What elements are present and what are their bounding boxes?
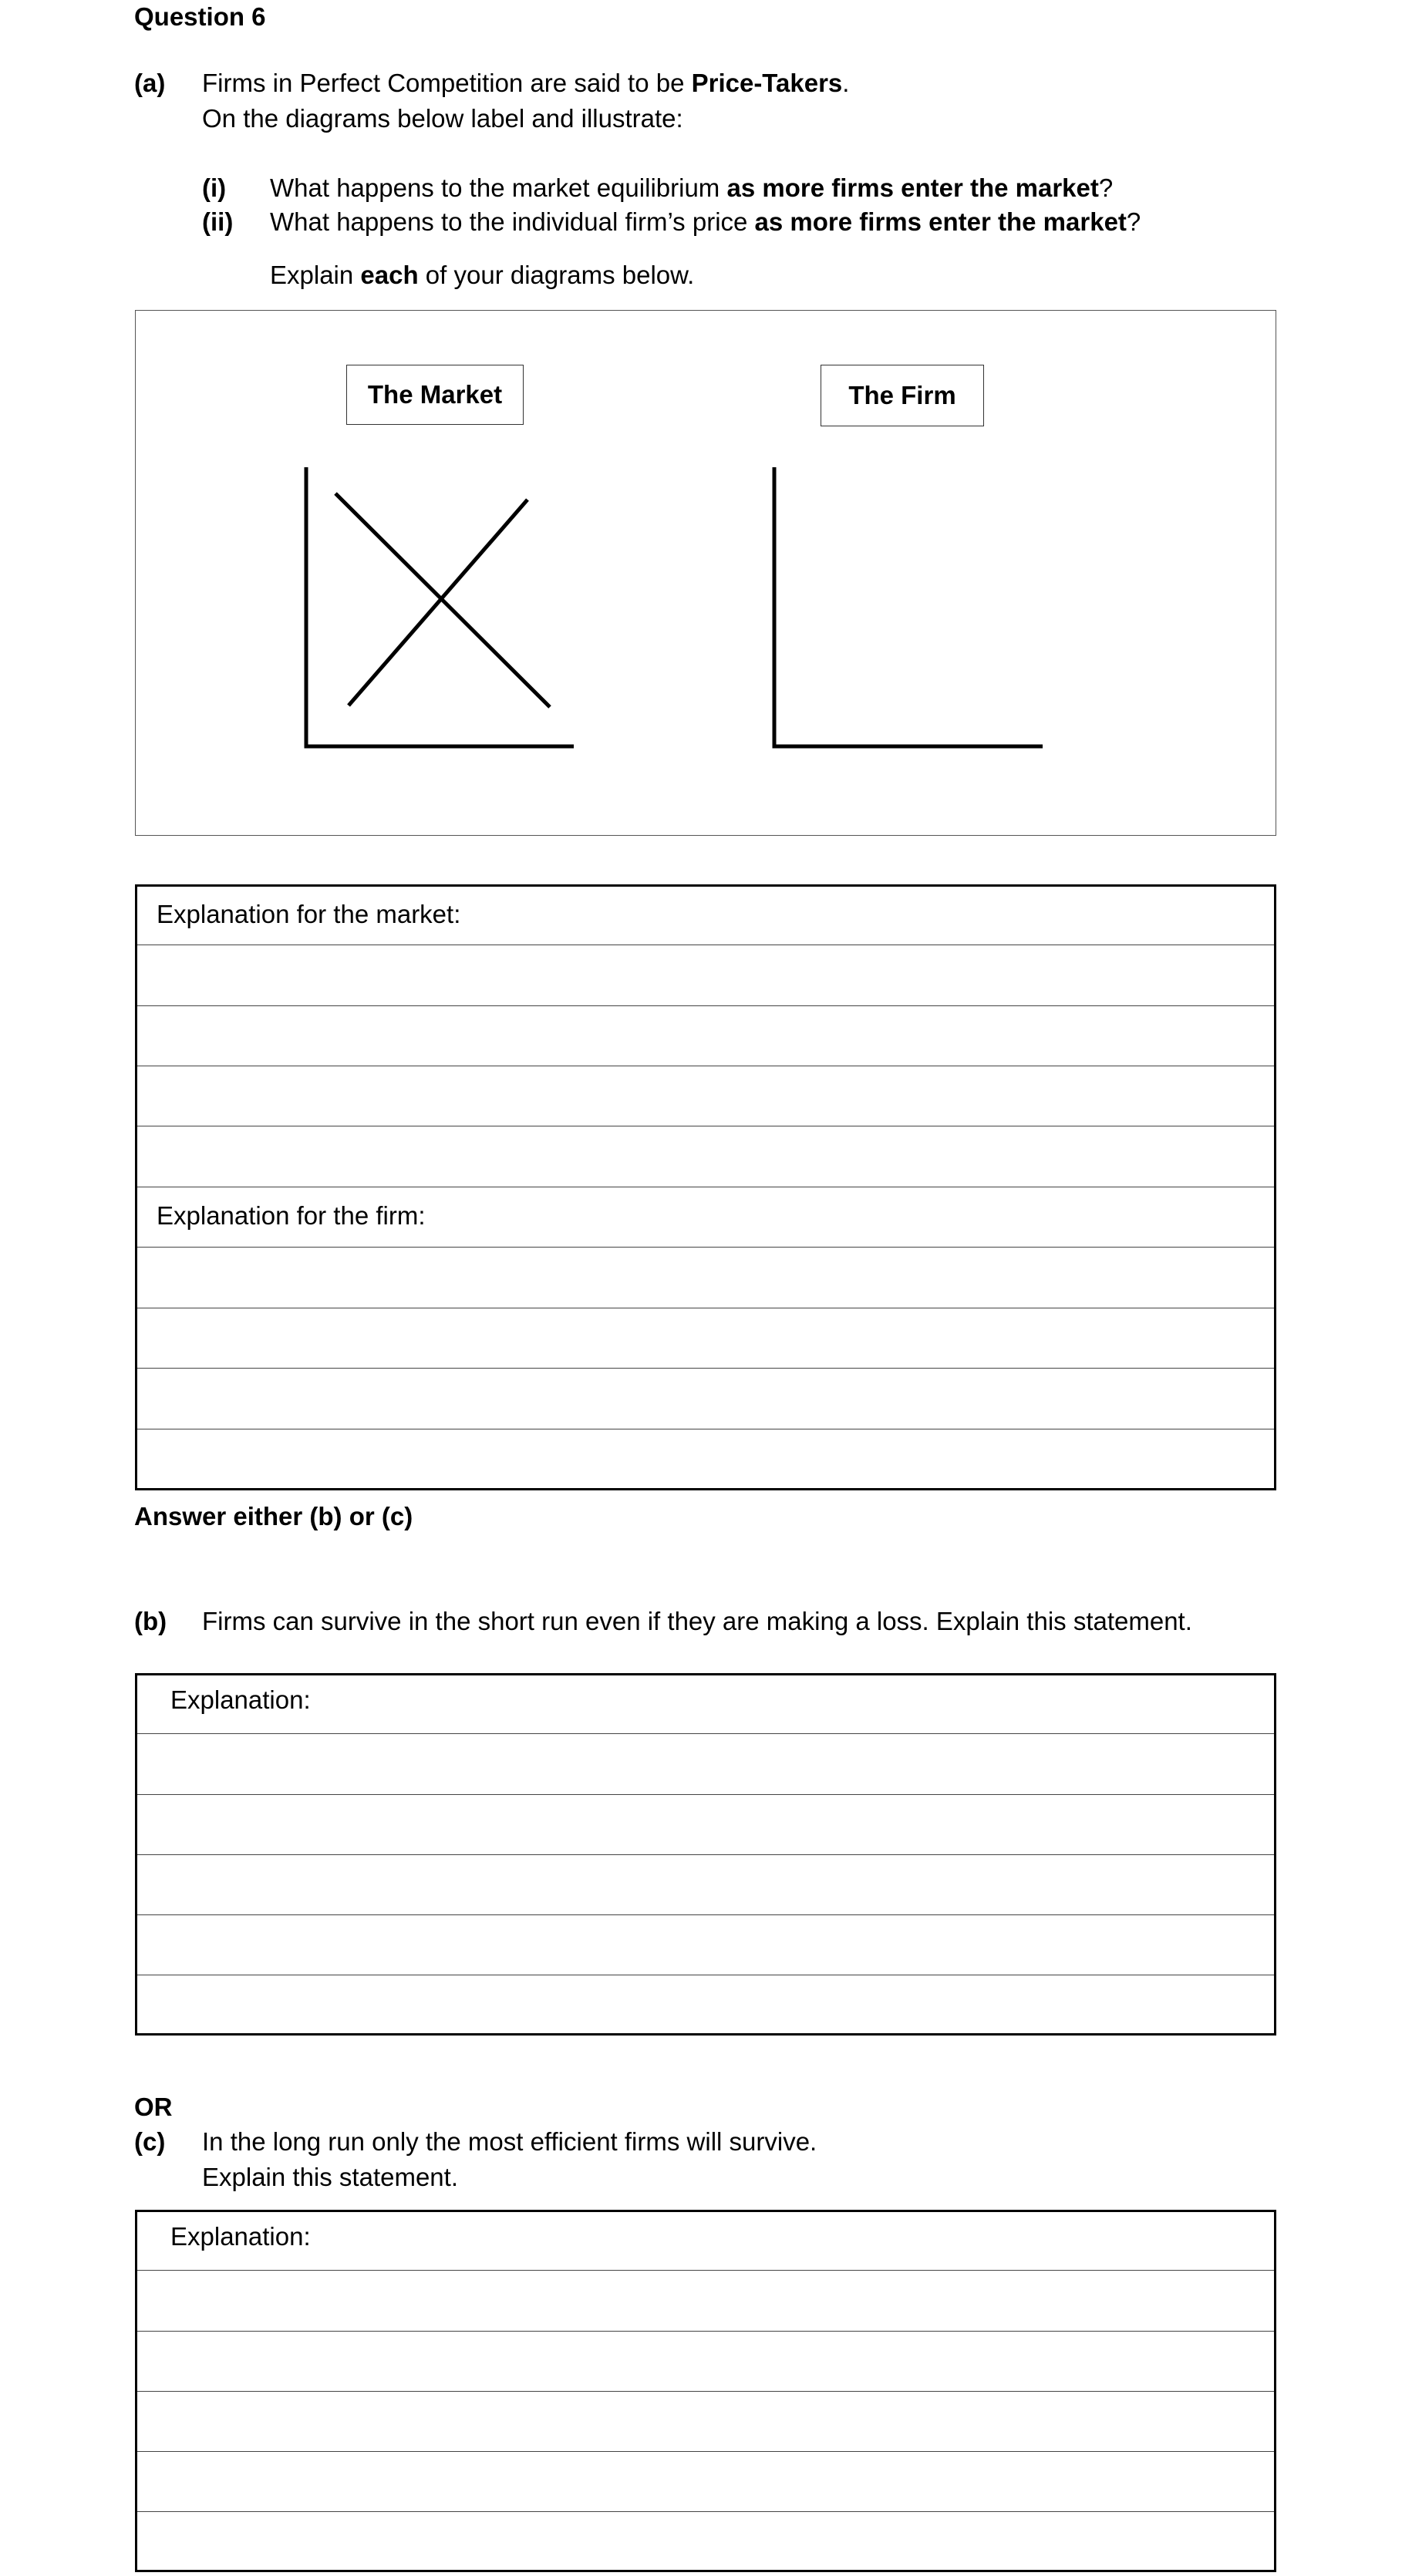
part-b-marker: (b) (134, 1607, 167, 1635)
sub-ii-text-bold: as more firms enter the market (754, 207, 1127, 236)
part-c-line2: Explain this statement. (202, 2163, 458, 2191)
firm-label-box: The Firm (821, 365, 984, 426)
answer-line (137, 2270, 1274, 2271)
market-explanation-label: Explanation for the market: (157, 900, 461, 928)
explain-each-pre: Explain (270, 261, 361, 289)
part-a-line1-text: Firms in Perfect Competition are said to be (202, 69, 692, 97)
part-a-line2: On the diagrams below label and illustrate: (202, 104, 683, 133)
sub-ii-text-post: ? (1126, 207, 1141, 236)
market-supply-curve (349, 500, 527, 705)
sub-i-text-bold: as more firms enter the market (726, 173, 1099, 202)
diagram-axes (136, 311, 1276, 835)
diagram-area[interactable] (135, 310, 1276, 836)
part-c-marker: (c) (134, 2127, 166, 2156)
or-label: OR (134, 2093, 173, 2121)
part-a-line1 (202, 68, 849, 99)
part-c-line1: In the long run only the most efficient firms will survive. (202, 2127, 817, 2156)
answer-line (137, 1005, 1274, 1006)
explain-each-post: of your diagrams below. (418, 261, 695, 289)
sub-i-marker: (i) (202, 173, 227, 202)
answer-line (137, 1733, 1274, 1734)
sub-ii-text (270, 207, 1141, 237)
part-b-text: Firms can survive in the short run even if they are making a loss. Explain this statement. (202, 1607, 1192, 1635)
answer-box-c[interactable] (135, 2210, 1276, 2572)
answer-line (137, 2331, 1274, 2332)
part-a-marker: (a) (134, 69, 166, 97)
explain-each-bold: each (360, 261, 419, 289)
choice-heading: Answer either (b) or (c) (134, 1502, 413, 1530)
answer-line (137, 1854, 1274, 1855)
answer-box-a[interactable] (135, 884, 1276, 1490)
answer-line (137, 2391, 1274, 2392)
sub-ii-text-pre: What happens to the individual firm’s price (270, 207, 755, 236)
firm-axes (774, 467, 1043, 746)
answer-line (137, 1794, 1274, 1795)
part-b-explanation-label: Explanation: (170, 1685, 311, 1714)
explain-each (270, 260, 694, 291)
part-c-explanation-label: Explanation: (170, 2222, 311, 2251)
sub-ii-marker: (ii) (202, 207, 234, 236)
answer-line (137, 1914, 1274, 1915)
market-axes (306, 467, 574, 746)
firm-explanation-label: Explanation for the firm: (157, 1201, 426, 1230)
sub-i-text-pre: What happens to the market equilibrium (270, 173, 727, 202)
answer-line (137, 1368, 1274, 1369)
sub-i-text-post: ? (1098, 173, 1114, 202)
part-a-line1-bold: Price-Takers (691, 69, 843, 97)
firm-diagram (774, 467, 1043, 746)
question-title: Question 6 (134, 2, 266, 31)
answer-box-b[interactable] (135, 1673, 1276, 2036)
sub-i-text (270, 173, 1113, 204)
answer-line (137, 1247, 1274, 1248)
answer-line (137, 2451, 1274, 2452)
part-a-line1-end: . (842, 69, 850, 97)
market-diagram (306, 467, 574, 746)
answer-line (137, 2511, 1274, 2512)
market-label-box: The Market (346, 365, 524, 425)
market-demand-curve (335, 493, 550, 707)
